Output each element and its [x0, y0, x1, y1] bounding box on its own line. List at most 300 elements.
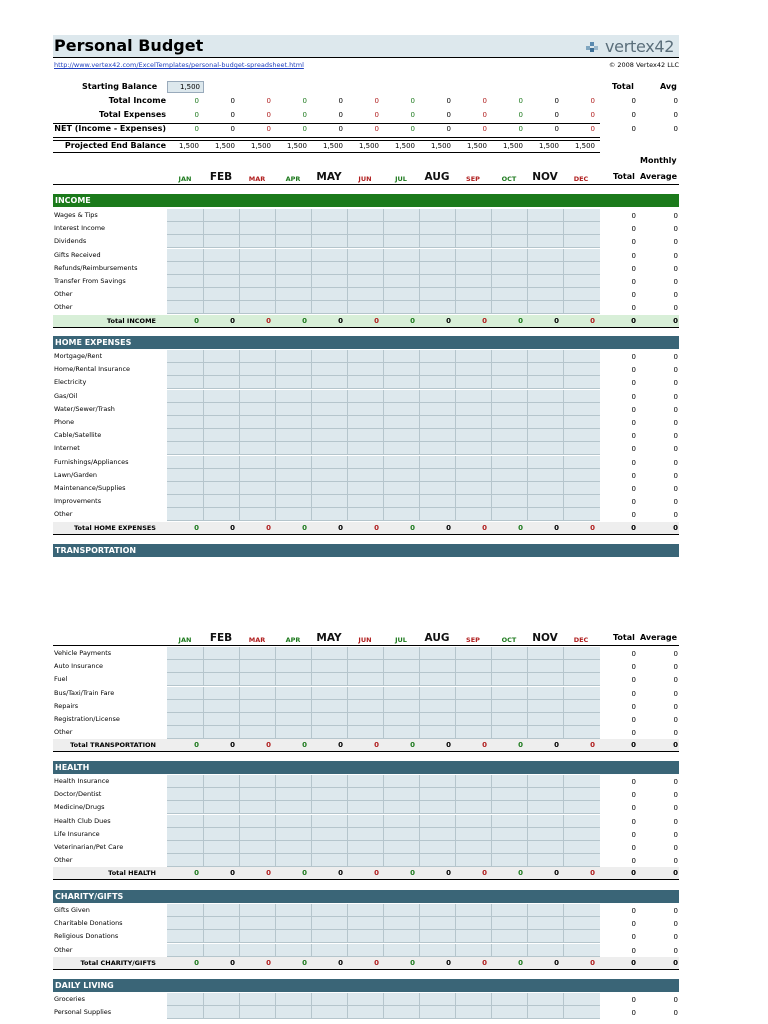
cell-divider — [239, 301, 240, 313]
cell-divider — [491, 350, 492, 362]
row-label: Registration/License — [54, 715, 120, 723]
row-label: Cable/Satellite — [54, 431, 102, 439]
cell-divider — [491, 403, 492, 415]
cell-divider — [311, 700, 312, 712]
cell-divider — [455, 930, 456, 942]
month-header-apr: APR — [285, 636, 301, 644]
cell-divider — [491, 801, 492, 813]
row-input-cells[interactable] — [167, 403, 600, 416]
row-input-cells[interactable] — [167, 350, 600, 363]
cell-divider — [239, 288, 240, 300]
cell-divider — [527, 416, 528, 428]
cell-divider — [275, 700, 276, 712]
cell-divider — [347, 376, 348, 388]
cell-divider — [203, 235, 204, 247]
cell-divider — [203, 390, 204, 402]
cell-divider — [347, 288, 348, 300]
cell-divider — [563, 275, 564, 287]
cell-divider — [383, 416, 384, 428]
logo-icon — [584, 38, 602, 54]
row-total: 0 — [631, 716, 636, 724]
cell-divider — [239, 828, 240, 840]
row-input-cells[interactable] — [167, 854, 600, 867]
cell-divider — [491, 854, 492, 866]
section-total-cell: 0 — [230, 524, 235, 532]
row-label: Wages & Tips — [54, 211, 98, 219]
row-input-cells[interactable] — [167, 944, 600, 957]
cell-divider — [383, 429, 384, 441]
cell-divider — [527, 700, 528, 712]
cell-divider — [419, 801, 420, 813]
cell-divider — [275, 673, 276, 685]
projected-cell: 1,500 — [178, 142, 199, 150]
projected-cell: 1,500 — [322, 142, 343, 150]
row-input-cells[interactable] — [167, 1006, 600, 1019]
cell-divider — [239, 508, 240, 520]
cell-divider — [383, 301, 384, 313]
cell-divider — [383, 944, 384, 956]
month-header-jun: JUN — [358, 175, 372, 183]
row-input-cells[interactable] — [167, 222, 600, 235]
cell-divider — [311, 815, 312, 827]
cell-divider — [563, 350, 564, 362]
row-label: Other — [54, 728, 73, 736]
row-average: 0 — [673, 498, 678, 506]
cell-divider — [275, 841, 276, 853]
row-input-cells[interactable] — [167, 687, 600, 700]
cell-divider — [563, 815, 564, 827]
month-header-mar: MAR — [248, 175, 266, 183]
row-input-cells[interactable] — [167, 442, 600, 455]
cell-divider — [455, 815, 456, 827]
projected-cell: 1,500 — [430, 142, 451, 150]
row-input-cells[interactable] — [167, 390, 600, 403]
cell-divider — [203, 482, 204, 494]
row-input-cells[interactable] — [167, 288, 600, 301]
cell-divider — [491, 788, 492, 800]
row-label: Phone — [54, 418, 75, 426]
cell-divider — [275, 904, 276, 916]
section-total-cell: 0 — [338, 869, 343, 877]
row-total: 0 — [631, 498, 636, 506]
template-link[interactable]: http://www.vertex42.com/ExcelTemplates/personal-budget-spreadsheet.html — [54, 61, 304, 69]
cell-divider — [491, 209, 492, 221]
section-total-cell: 0 — [446, 317, 451, 325]
cell-divider — [383, 390, 384, 402]
cell-divider — [383, 801, 384, 813]
cell-divider — [491, 904, 492, 916]
summary-cell: 0 — [266, 97, 271, 105]
cell-divider — [563, 673, 564, 685]
row-input-cells[interactable] — [167, 788, 600, 801]
cell-divider — [419, 429, 420, 441]
cell-divider — [203, 442, 204, 454]
total-rule — [53, 879, 679, 880]
summary-row-label: NET (Income - Expenses) — [54, 124, 166, 133]
cell-divider — [347, 249, 348, 261]
cell-divider — [383, 700, 384, 712]
row-total: 0 — [631, 831, 636, 839]
cell-divider — [203, 815, 204, 827]
section-total-cell: 0 — [194, 524, 199, 532]
cell-divider — [455, 363, 456, 375]
cell-divider — [563, 363, 564, 375]
row-input-cells[interactable] — [167, 775, 600, 788]
row-input-cells[interactable] — [167, 904, 600, 917]
summary-avg: 0 — [673, 111, 678, 119]
row-input-cells[interactable] — [167, 508, 600, 521]
section-total-sum: 0 — [631, 317, 636, 325]
summary-cell: 0 — [446, 111, 451, 119]
cell-divider — [347, 673, 348, 685]
cell-divider — [491, 262, 492, 274]
row-average: 0 — [673, 252, 678, 260]
row-total: 0 — [631, 703, 636, 711]
row-total: 0 — [631, 947, 636, 955]
cell-divider — [347, 815, 348, 827]
starting-balance-input[interactable]: 1,500 — [167, 81, 204, 93]
cell-divider — [527, 209, 528, 221]
cell-divider — [491, 713, 492, 725]
cell-divider — [455, 262, 456, 274]
row-label: Mortgage/Rent — [54, 352, 103, 360]
section-total-avg: 0 — [673, 959, 678, 967]
summary-cell: 0 — [518, 111, 523, 119]
cell-divider — [311, 775, 312, 787]
cell-divider — [491, 495, 492, 507]
row-input-cells[interactable] — [167, 301, 600, 314]
row-average: 0 — [673, 690, 678, 698]
cell-divider — [491, 235, 492, 247]
cell-divider — [383, 841, 384, 853]
cell-divider — [491, 469, 492, 481]
summary-cell: 0 — [194, 97, 199, 105]
summary-cell: 0 — [518, 125, 523, 133]
cell-divider — [491, 673, 492, 685]
cell-divider — [491, 828, 492, 840]
summary-cell: 0 — [554, 97, 559, 105]
row-average: 0 — [673, 650, 678, 658]
cell-divider — [455, 456, 456, 468]
cell-divider — [455, 429, 456, 441]
cell-divider — [455, 416, 456, 428]
cell-divider — [383, 713, 384, 725]
cell-divider — [275, 209, 276, 221]
row-input-cells[interactable] — [167, 815, 600, 828]
section-total-cell: 0 — [410, 869, 415, 877]
row-input-cells[interactable] — [167, 660, 600, 673]
cell-divider — [311, 660, 312, 672]
cell-divider — [455, 235, 456, 247]
summary-cell: 0 — [230, 97, 235, 105]
cell-divider — [455, 673, 456, 685]
section-total-avg: 0 — [673, 524, 678, 532]
cell-divider — [455, 993, 456, 1005]
cell-divider — [275, 363, 276, 375]
row-input-cells[interactable] — [167, 376, 600, 389]
row-input-cells[interactable] — [167, 917, 600, 930]
row-total: 0 — [631, 676, 636, 684]
cell-divider — [563, 828, 564, 840]
cell-divider — [491, 275, 492, 287]
cell-divider — [527, 726, 528, 738]
row-input-cells[interactable] — [167, 713, 600, 726]
row-input-cells[interactable] — [167, 495, 600, 508]
cell-divider — [347, 944, 348, 956]
cell-divider — [383, 1006, 384, 1018]
cell-divider — [455, 288, 456, 300]
cell-divider — [311, 854, 312, 866]
cell-divider — [527, 390, 528, 402]
cell-divider — [275, 801, 276, 813]
cell-divider — [383, 376, 384, 388]
section-total-cell: 0 — [410, 741, 415, 749]
section-total-cell: 0 — [230, 869, 235, 877]
cell-divider — [455, 854, 456, 866]
section-total-row — [53, 867, 679, 879]
total-header: Total — [613, 633, 635, 642]
month-header-apr: APR — [285, 175, 301, 183]
cell-divider — [491, 442, 492, 454]
summary-total: 0 — [631, 97, 636, 105]
cell-divider — [419, 660, 420, 672]
row-total: 0 — [631, 818, 636, 826]
row-input-cells[interactable] — [167, 262, 600, 275]
row-total: 0 — [631, 996, 636, 1004]
row-total: 0 — [631, 690, 636, 698]
cell-divider — [311, 687, 312, 699]
cell-divider — [383, 350, 384, 362]
row-label: Doctor/Dentist — [54, 790, 102, 798]
cell-divider — [383, 993, 384, 1005]
row-average: 0 — [673, 459, 678, 467]
cell-divider — [347, 429, 348, 441]
cell-divider — [239, 350, 240, 362]
cell-divider — [311, 249, 312, 261]
cell-divider — [275, 249, 276, 261]
projected-label: Projected End Balance — [64, 141, 166, 150]
cell-divider — [455, 350, 456, 362]
cell-divider — [419, 469, 420, 481]
summary-cell: 0 — [266, 125, 271, 133]
summary-avg-header: Avg — [660, 82, 677, 91]
cell-divider — [311, 917, 312, 929]
month-header-feb: FEB — [209, 632, 233, 644]
cell-divider — [563, 390, 564, 402]
cell-divider — [275, 930, 276, 942]
cell-divider — [275, 235, 276, 247]
cell-divider — [203, 209, 204, 221]
summary-cell: 0 — [194, 125, 199, 133]
month-header-feb: FEB — [209, 171, 233, 183]
section-total-cell: 0 — [266, 869, 271, 877]
row-input-cells[interactable] — [167, 456, 600, 469]
row-input-cells[interactable] — [167, 726, 600, 739]
cell-divider — [203, 944, 204, 956]
row-input-cells[interactable] — [167, 673, 600, 686]
summary-cell: 0 — [374, 97, 379, 105]
row-input-cells[interactable] — [167, 209, 600, 222]
section-total-cell: 0 — [410, 524, 415, 532]
cell-divider — [239, 660, 240, 672]
cell-divider — [275, 647, 276, 659]
row-input-cells[interactable] — [167, 275, 600, 288]
row-average: 0 — [673, 791, 678, 799]
cell-divider — [275, 828, 276, 840]
cell-divider — [203, 647, 204, 659]
summary-avg: 0 — [673, 125, 678, 133]
total-rule — [53, 969, 679, 970]
cell-divider — [311, 993, 312, 1005]
cell-divider — [563, 788, 564, 800]
month-header-aug: AUG — [424, 632, 450, 644]
cell-divider — [527, 660, 528, 672]
month-header-jan: JAN — [178, 175, 192, 183]
cell-divider — [239, 390, 240, 402]
row-input-cells[interactable] — [167, 700, 600, 713]
cell-divider — [563, 508, 564, 520]
row-input-cells[interactable] — [167, 993, 600, 1006]
cell-divider — [383, 726, 384, 738]
cell-divider — [347, 275, 348, 287]
section-total-cell: 0 — [518, 869, 523, 877]
section-total-cell: 0 — [374, 741, 379, 749]
cell-divider — [383, 262, 384, 274]
row-input-cells[interactable] — [167, 429, 600, 442]
cell-divider — [383, 288, 384, 300]
cell-divider — [563, 469, 564, 481]
row-input-cells[interactable] — [167, 235, 600, 248]
row-input-cells[interactable] — [167, 828, 600, 841]
row-total: 0 — [631, 844, 636, 852]
section-total-cell: 0 — [590, 741, 595, 749]
cell-divider — [563, 442, 564, 454]
total-header: Total — [613, 172, 635, 181]
section-total-sum: 0 — [631, 741, 636, 749]
cell-divider — [563, 209, 564, 221]
cell-divider — [311, 495, 312, 507]
cell-divider — [455, 788, 456, 800]
summary-cell: 0 — [446, 97, 451, 105]
projected-cell: 1,500 — [250, 142, 271, 150]
cell-divider — [383, 930, 384, 942]
row-input-cells[interactable] — [167, 482, 600, 495]
row-input-cells[interactable] — [167, 416, 600, 429]
section-total-cell: 0 — [302, 524, 307, 532]
cell-divider — [419, 390, 420, 402]
cell-divider — [239, 482, 240, 494]
section-total-avg: 0 — [673, 741, 678, 749]
cell-divider — [455, 801, 456, 813]
cell-divider — [491, 775, 492, 787]
row-label: Other — [54, 290, 73, 298]
section-total-cell: 0 — [590, 317, 595, 325]
cell-divider — [563, 416, 564, 428]
row-total: 0 — [631, 238, 636, 246]
cell-divider — [347, 390, 348, 402]
cell-divider — [527, 456, 528, 468]
summary-row-label: Total Income — [108, 96, 166, 105]
cell-divider — [419, 854, 420, 866]
row-label: Gas/Oil — [54, 392, 78, 400]
cell-divider — [527, 350, 528, 362]
cell-divider — [491, 930, 492, 942]
cell-divider — [419, 993, 420, 1005]
month-header-may: MAY — [316, 171, 342, 183]
row-label: Maintenance/Supplies — [54, 484, 126, 492]
row-input-cells[interactable] — [167, 841, 600, 854]
cell-divider — [347, 726, 348, 738]
cell-divider — [275, 944, 276, 956]
row-average: 0 — [673, 278, 678, 286]
cell-divider — [563, 235, 564, 247]
cell-divider — [347, 917, 348, 929]
cell-divider — [527, 815, 528, 827]
section-total-cell: 0 — [374, 959, 379, 967]
row-input-cells[interactable] — [167, 469, 600, 482]
cell-divider — [275, 390, 276, 402]
cell-divider — [275, 815, 276, 827]
cell-divider — [419, 222, 420, 234]
row-total: 0 — [631, 459, 636, 467]
cell-divider — [311, 469, 312, 481]
cell-divider — [527, 235, 528, 247]
cell-divider — [563, 262, 564, 274]
summary-cell: 0 — [482, 111, 487, 119]
section-total-cell: 0 — [302, 869, 307, 877]
cell-divider — [563, 456, 564, 468]
row-input-cells[interactable] — [167, 249, 600, 262]
row-input-cells[interactable] — [167, 801, 600, 814]
cell-divider — [491, 390, 492, 402]
cell-divider — [203, 841, 204, 853]
section-total-cell: 0 — [338, 317, 343, 325]
cell-divider — [347, 713, 348, 725]
row-average: 0 — [673, 225, 678, 233]
cell-divider — [203, 495, 204, 507]
projected-cell: 1,500 — [466, 142, 487, 150]
row-total: 0 — [631, 445, 636, 453]
section-header-home-expenses: HOME EXPENSES — [53, 336, 679, 349]
section-total-cell: 0 — [302, 959, 307, 967]
cell-divider — [239, 403, 240, 415]
cell-divider — [491, 482, 492, 494]
row-input-cells[interactable] — [167, 930, 600, 943]
row-input-cells[interactable] — [167, 647, 600, 660]
cell-divider — [455, 390, 456, 402]
cell-divider — [311, 262, 312, 274]
row-average: 0 — [673, 778, 678, 786]
row-total: 0 — [631, 265, 636, 273]
summary-cell: 0 — [554, 125, 559, 133]
cell-divider — [455, 944, 456, 956]
summary-cell: 0 — [302, 97, 307, 105]
section-total-cell: 0 — [266, 524, 271, 532]
section-total-cell: 0 — [518, 959, 523, 967]
summary-row-label: Total Expenses — [98, 110, 166, 119]
cell-divider — [527, 828, 528, 840]
cell-divider — [347, 788, 348, 800]
cell-divider — [419, 713, 420, 725]
cell-divider — [347, 660, 348, 672]
section-total-cell: 0 — [194, 869, 199, 877]
cell-divider — [455, 713, 456, 725]
row-input-cells[interactable] — [167, 363, 600, 376]
cell-divider — [419, 482, 420, 494]
row-label: Charitable Donations — [54, 919, 123, 927]
cell-divider — [527, 429, 528, 441]
projected-cell: 1,500 — [394, 142, 415, 150]
